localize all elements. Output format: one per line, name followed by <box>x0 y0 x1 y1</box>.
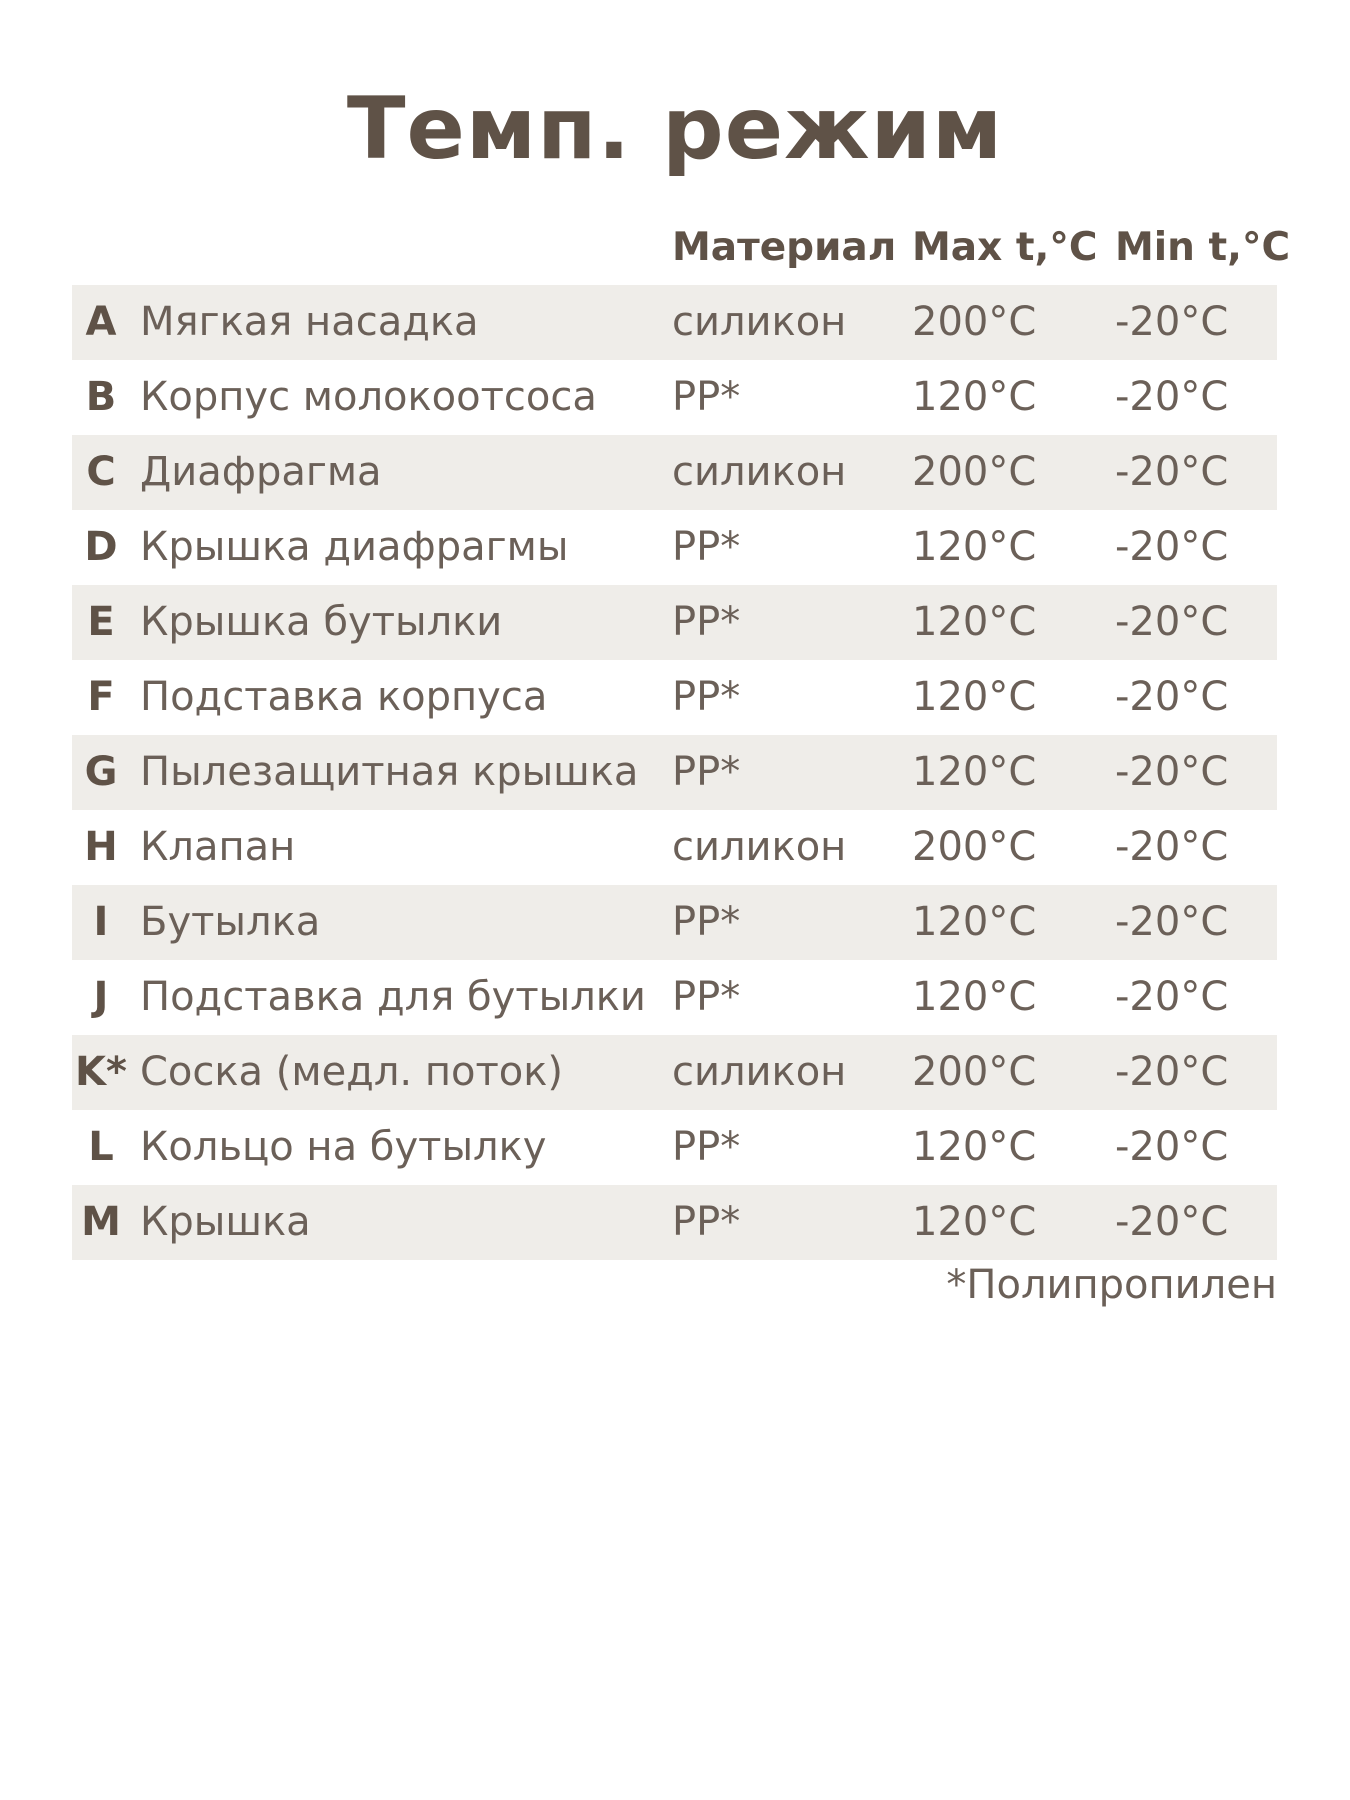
part-min-temp: -20°C <box>1115 899 1229 945</box>
table-row <box>72 660 1277 735</box>
part-max-temp: 120°C <box>912 1124 1037 1170</box>
part-min-temp: -20°C <box>1115 1049 1229 1095</box>
part-min-temp: -20°C <box>1115 599 1229 645</box>
part-letter: F <box>87 674 115 720</box>
part-min-temp: -20°C <box>1115 824 1229 870</box>
page-title: Темп. режим <box>346 79 1004 179</box>
part-min-temp: -20°C <box>1115 1124 1229 1170</box>
part-material: силикон <box>672 824 847 870</box>
part-letter: A <box>85 299 117 345</box>
table-row <box>72 1185 1277 1260</box>
part-min-temp: -20°C <box>1115 299 1229 345</box>
part-min-temp: -20°C <box>1115 749 1229 795</box>
part-letter: J <box>93 974 109 1020</box>
part-name: Крышка <box>140 1199 311 1245</box>
part-min-temp: -20°C <box>1115 674 1229 720</box>
part-name: Пылезащитная крышка <box>140 749 639 795</box>
part-max-temp: 120°C <box>912 599 1037 645</box>
part-max-temp: 200°C <box>912 449 1037 495</box>
part-max-temp: 120°C <box>912 974 1037 1020</box>
part-name: Бутылка <box>140 899 321 945</box>
part-name: Соска (медл. поток) <box>140 1049 563 1095</box>
part-material: силикон <box>672 449 847 495</box>
part-name: Диафрагма <box>140 449 382 495</box>
part-min-temp: -20°C <box>1115 524 1229 570</box>
table-row <box>72 1110 1277 1185</box>
part-letter: H <box>84 824 118 870</box>
part-material: PP* <box>672 599 741 645</box>
header-max-temp: Max t,°C <box>912 225 1098 270</box>
table-row <box>72 585 1277 660</box>
part-material: PP* <box>672 749 741 795</box>
part-material: PP* <box>672 1199 741 1245</box>
part-max-temp: 120°C <box>912 524 1037 570</box>
part-min-temp: -20°C <box>1115 974 1229 1020</box>
part-max-temp: 120°C <box>912 899 1037 945</box>
part-material: силикон <box>672 1049 847 1095</box>
part-max-temp: 200°C <box>912 299 1037 345</box>
part-material: PP* <box>672 674 741 720</box>
part-letter: L <box>88 1124 114 1170</box>
part-name: Подставка корпуса <box>140 674 548 720</box>
table-row <box>72 885 1277 960</box>
part-letter: I <box>93 899 109 945</box>
part-min-temp: -20°C <box>1115 374 1229 420</box>
temperature-table <box>72 215 1291 1260</box>
part-material: PP* <box>672 374 741 420</box>
part-max-temp: 200°C <box>912 1049 1037 1095</box>
part-max-temp: 120°C <box>912 674 1037 720</box>
part-material: PP* <box>672 899 741 945</box>
part-material: PP* <box>672 524 741 570</box>
part-letter: G <box>84 749 118 795</box>
footnote: *Полипропилен <box>946 1262 1277 1308</box>
part-max-temp: 120°C <box>912 374 1037 420</box>
table-header-row <box>72 215 1291 285</box>
part-min-temp: -20°C <box>1115 449 1229 495</box>
part-max-temp: 200°C <box>912 824 1037 870</box>
part-min-temp: -20°C <box>1115 1199 1229 1245</box>
part-letter: C <box>86 449 116 495</box>
table-row <box>72 810 1277 885</box>
part-name: Корпус молокоотсоса <box>140 374 597 420</box>
table-row <box>72 435 1277 510</box>
part-name: Подставка для бутылки <box>140 974 646 1020</box>
part-letter: B <box>85 374 117 420</box>
table-row <box>72 735 1277 810</box>
table-row <box>72 285 1277 360</box>
part-letter: E <box>87 599 115 645</box>
part-letter: M <box>81 1199 121 1245</box>
part-max-temp: 120°C <box>912 1199 1037 1245</box>
part-name: Мягкая насадка <box>140 299 479 345</box>
part-material: PP* <box>672 974 741 1020</box>
table-row <box>72 960 1277 1035</box>
header-material: Материал <box>672 225 897 270</box>
header-min-temp: Min t,°C <box>1115 225 1291 270</box>
part-name: Крышка бутылки <box>140 599 503 645</box>
part-letter: D <box>84 524 118 570</box>
part-material: PP* <box>672 1124 741 1170</box>
part-name: Крышка диафрагмы <box>140 524 569 570</box>
table-row <box>72 360 1277 435</box>
part-max-temp: 120°C <box>912 749 1037 795</box>
part-name: Кольцо на бутылку <box>140 1124 547 1170</box>
part-name: Клапан <box>140 824 296 870</box>
part-material: силикон <box>672 299 847 345</box>
part-letter: K* <box>75 1049 127 1095</box>
table-row <box>72 510 1277 585</box>
table-row <box>72 1035 1277 1110</box>
